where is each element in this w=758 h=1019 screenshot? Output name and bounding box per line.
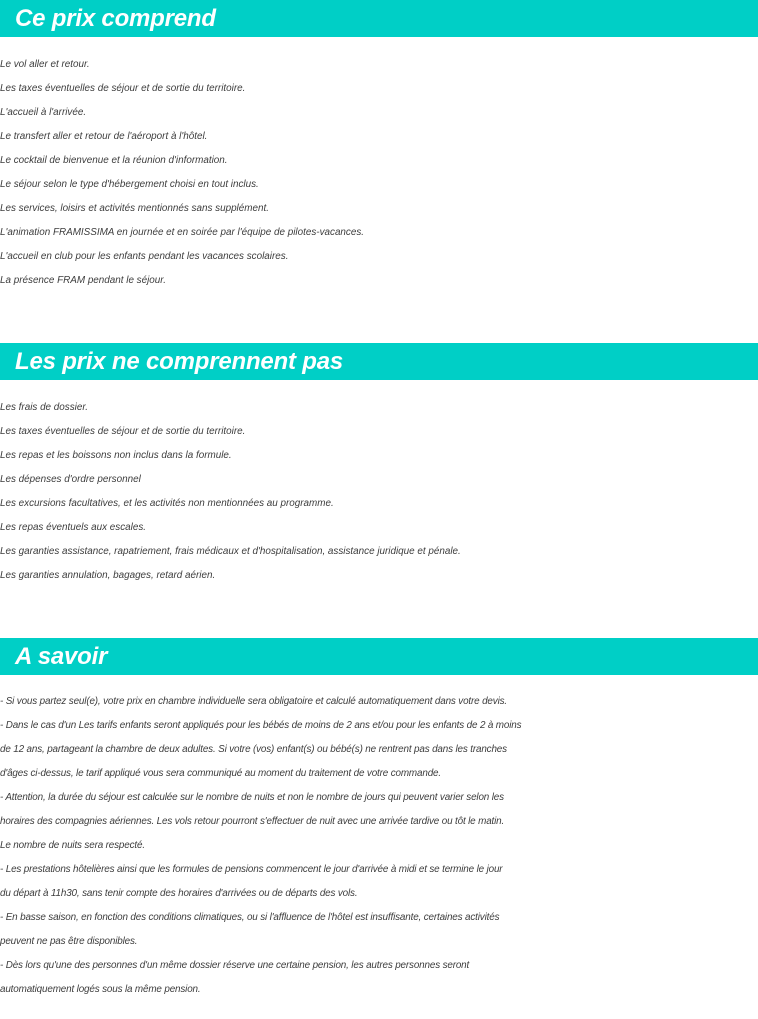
savoir-header: A savoir (0, 638, 758, 675)
savoir-text (0, 690, 758, 1002)
list-item: Les taxes éventuelles de séjour et de sortie du territoire. (0, 83, 246, 94)
list-item: Le transfert aller et retour de l'aéroport à l'hôtel. (0, 131, 208, 142)
savoir-line: - Les prestations hôtelières ainsi que les formules de pensions commencent le jour d'arrivée à midi et se termine le jour (0, 864, 503, 875)
excludes-header: Les prix ne comprennent pas (0, 343, 758, 380)
list-item: L'accueil à l'arrivée. (0, 107, 87, 118)
savoir-line: d'âges ci-dessus, le tarif appliqué vous sera communiqué au moment du traitement de votre commande. (0, 768, 441, 779)
savoir-line: - Dans le cas d'un Les tarifs enfants seront appliqués pour les bébés de moins de 2 ans et/ou pour les enfants de 2 à moins (0, 720, 522, 731)
savoir-line: - Dès lors qu'une des personnes d'un même dossier réserve une certaine pension, les autres personnes seront (0, 960, 470, 971)
list-item: Les excursions facultatives, et les activités non mentionnées au programme. (0, 498, 334, 509)
savoir-line: Le nombre de nuits sera respecté. (0, 840, 145, 851)
savoir-line: - En basse saison, en fonction des conditions climatiques, ou si l'affluence de l'hôtel est insuffisante, certaines activités (0, 912, 500, 923)
list-item: Les frais de dossier. (0, 402, 89, 413)
list-item: Les services, loisirs et activités mentionnés sans supplément. (0, 203, 269, 214)
list-item: Les garanties annulation, bagages, retard aérien. (0, 570, 216, 581)
list-item: L'animation FRAMISSIMA en journée et en soirée par l'équipe de pilotes-vacances. (0, 227, 365, 238)
list-item: Les repas éventuels aux escales. (0, 522, 147, 533)
list-item: L'accueil en club pour les enfants pendant les vacances scolaires. (0, 251, 289, 262)
list-item: Les taxes éventuelles de séjour et de sortie du territoire. (0, 426, 246, 437)
list-item: Le vol aller et retour. (0, 59, 90, 70)
list-item: Les garanties assistance, rapatriement, frais médicaux et d'hospitalisation, assistance juridique et pénale. (0, 546, 461, 557)
list-item: La présence FRAM pendant le séjour. (0, 275, 166, 286)
savoir-line: du départ à 11h30, sans tenir compte des horaires d'arrivées ou de départs des vols. (0, 888, 358, 899)
list-item: Le séjour selon le type d'hébergement choisi en tout inclus. (0, 179, 259, 190)
excludes-list (0, 396, 758, 588)
savoir-line: peuvent ne pas être disponibles. (0, 936, 138, 947)
list-item: Le cocktail de bienvenue et la réunion d'information. (0, 155, 228, 166)
savoir-line: - Si vous partez seul(e), votre prix en chambre individuelle sera obligatoire et calculé automatiquement dans votre devis. (0, 696, 507, 707)
list-item: Les dépenses d'ordre personnel (0, 474, 141, 485)
savoir-line: horaires des compagnies aériennes. Les vols retour pourront s'effectuer de nuit avec une arrivée tardive ou tôt le matin. (0, 816, 505, 827)
includes-list (0, 53, 758, 293)
savoir-line: - Attention, la durée du séjour est calculée sur le nombre de nuits et non le nombre de jours qui peuvent varier selon les (0, 792, 504, 803)
savoir-line: automatiquement logés sous la même pension. (0, 984, 201, 995)
includes-header: Ce prix comprend (0, 0, 758, 37)
list-item: Les repas et les boissons non inclus dans la formule. (0, 450, 232, 461)
savoir-line: de 12 ans, partageant la chambre de deux adultes. Si votre (vos) enfant(s) ou bébé(s) ne rentrent pas dans les tranches (0, 744, 507, 755)
